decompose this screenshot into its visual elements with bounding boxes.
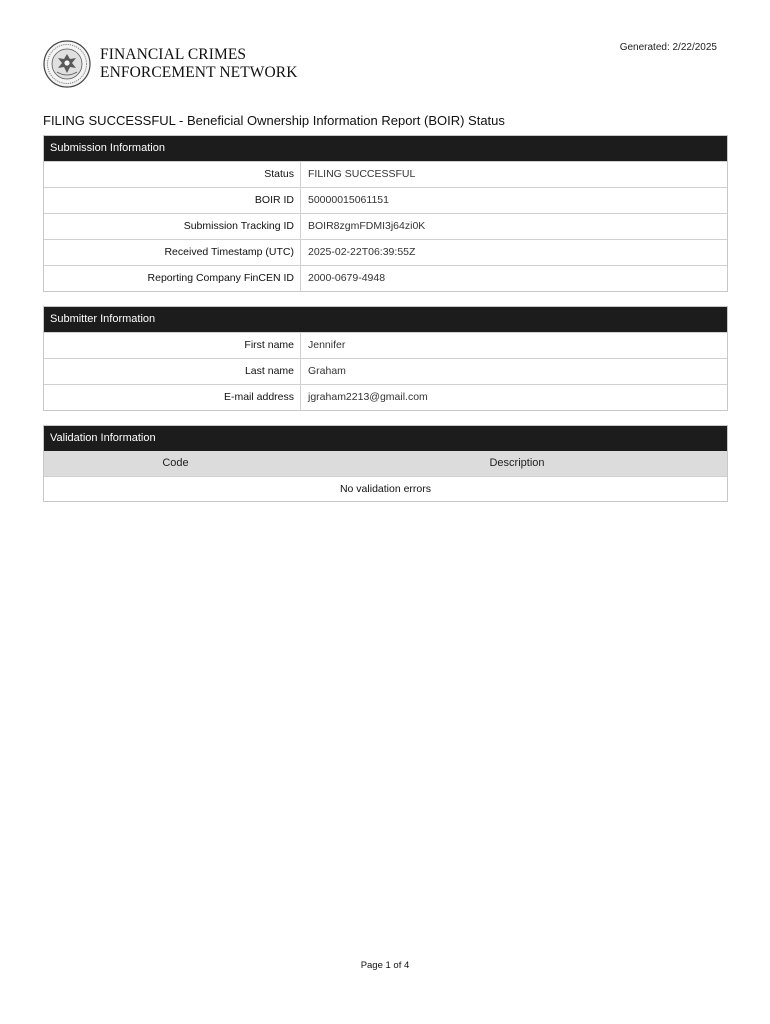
first-name-value: Jennifer bbox=[308, 339, 346, 351]
validation-empty-message: No validation errors bbox=[44, 476, 727, 501]
org-name-line2: ENFORCEMENT NETWORK bbox=[100, 64, 298, 81]
last-name-label: Last name bbox=[44, 359, 301, 384]
table-row bbox=[44, 358, 727, 384]
boir-id-value: 50000015061151 bbox=[308, 194, 389, 206]
timestamp-value: 2025-02-22T06:39:55Z bbox=[308, 246, 416, 258]
page-title: FILING SUCCESSFUL - Beneficial Ownership Information Report (BOIR) Status bbox=[43, 113, 505, 128]
fincen-id-value: 2000-0679-4948 bbox=[308, 272, 386, 284]
validation-section-header: Validation Information bbox=[44, 426, 727, 451]
generated-date: Generated: 2/22/2025 bbox=[619, 42, 717, 53]
validation-table-header bbox=[44, 451, 727, 476]
table-row bbox=[44, 239, 727, 265]
last-name-value: Graham bbox=[308, 365, 346, 377]
org-name bbox=[100, 46, 298, 82]
first-name-label: First name bbox=[44, 333, 301, 358]
submitter-section bbox=[43, 306, 728, 411]
submission-section-header: Submission Information bbox=[44, 136, 727, 161]
table-row bbox=[44, 187, 727, 213]
submitter-section-header: Submitter Information bbox=[44, 307, 727, 332]
page-header bbox=[43, 40, 298, 88]
code-column-header: Code bbox=[162, 457, 189, 469]
table-row bbox=[44, 161, 727, 187]
table-row bbox=[44, 332, 727, 358]
timestamp-label: Received Timestamp (UTC) bbox=[44, 240, 301, 265]
fincen-id-label: Reporting Company FinCEN ID bbox=[44, 266, 301, 291]
validation-section bbox=[43, 425, 728, 502]
status-label: Status bbox=[44, 162, 301, 187]
table-row bbox=[44, 265, 727, 291]
org-name-line1: FINANCIAL CRIMES bbox=[100, 46, 247, 63]
fincen-seal-icon bbox=[43, 40, 91, 88]
email-label: E-mail address bbox=[44, 385, 301, 410]
boir-id-label: BOIR ID bbox=[44, 188, 301, 213]
tracking-id-label: Submission Tracking ID bbox=[44, 214, 301, 239]
tracking-id-value: BOIR8zgmFDMI3j64zi0K bbox=[308, 220, 426, 232]
description-column-header: Description bbox=[489, 457, 545, 469]
email-value: jgraham2213@gmail.com bbox=[308, 391, 428, 403]
page-number: Page 1 of 4 bbox=[360, 960, 410, 971]
submission-section bbox=[43, 135, 728, 292]
table-row bbox=[44, 384, 727, 410]
table-row bbox=[44, 213, 727, 239]
status-value: FILING SUCCESSFUL bbox=[308, 168, 416, 180]
